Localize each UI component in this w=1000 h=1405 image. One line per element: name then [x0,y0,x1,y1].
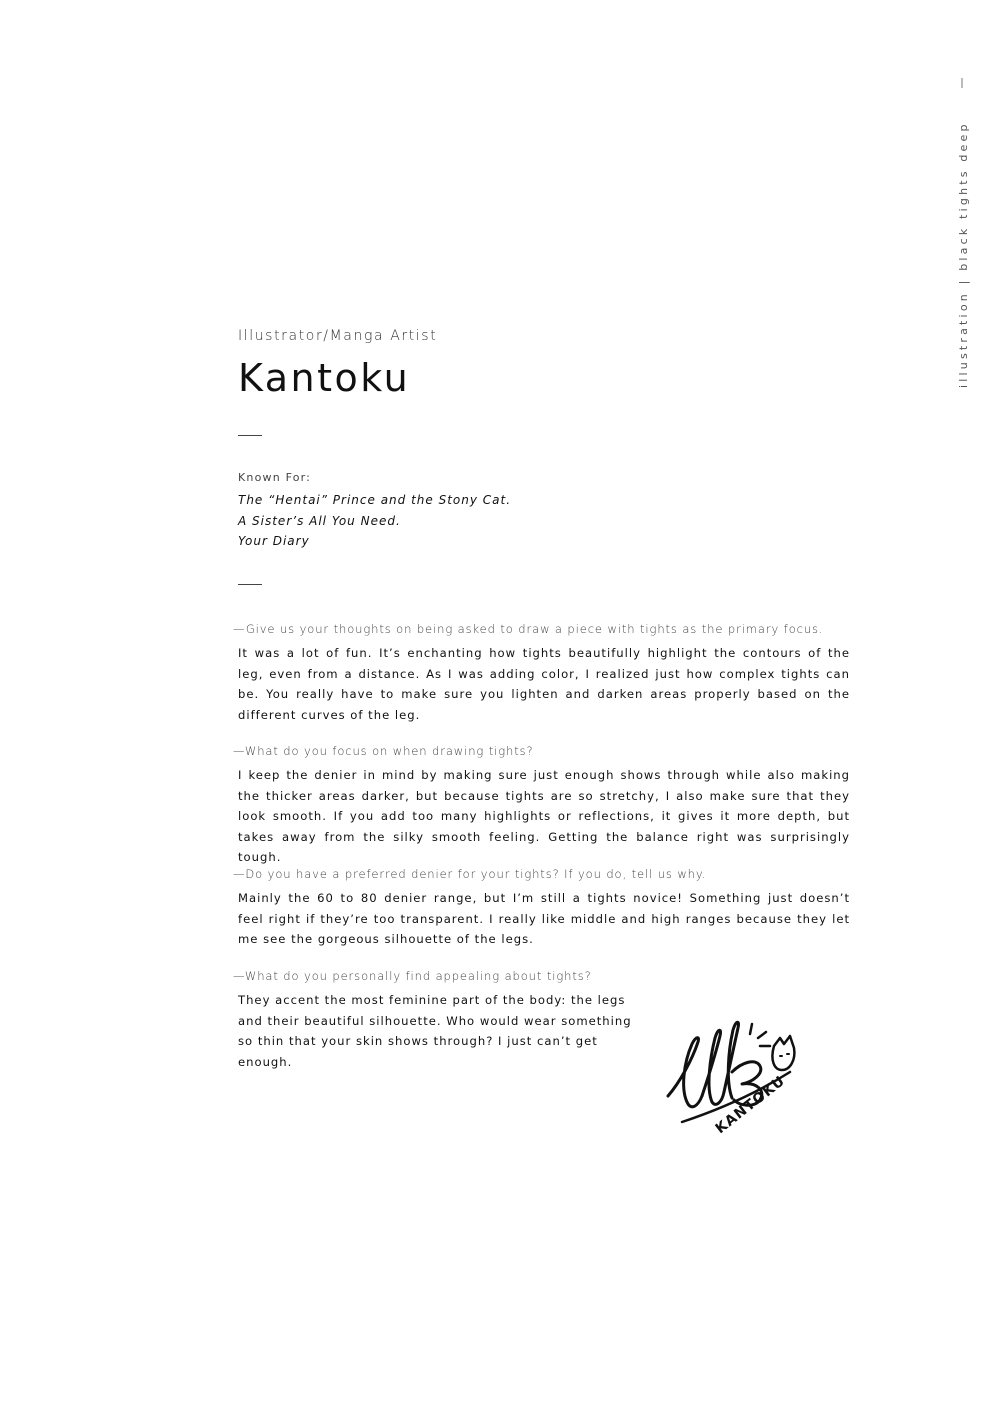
interview-qa [233,969,638,1072]
interview-question: —Give us your thoughts on being asked to draw a piece with tights as the primary focus. [233,622,824,636]
interview-answer: They accent the most feminine part of the body: the legs and their beautiful silhouette. Who would wear something so thin that your skin shows through? I just can’t get enough. [238,993,632,1069]
known-for-item: A Sister’s All You Need. [238,513,401,528]
interview-question: —What do you focus on when drawing tights? [233,744,534,758]
known-for-list [238,490,858,552]
signature-text: KANTOKU [712,1072,789,1138]
known-for-item: Your Diary [238,534,310,548]
divider [238,435,262,436]
interview-qa [233,744,850,868]
interview-question: —Do you have a preferred denier for your tights? If you do, tell us why. [233,867,707,881]
interview-answer: It was a lot of fun. It’s enchanting how tights beautifully highlight the contours of the leg, even from a distance. As I was adding color, I realized just how complex tights can be. You really have to make sure you lighten and darken areas properly based on the different curves of the leg. [238,646,850,722]
artist-name: Kantoku [238,356,411,400]
artist-signature [662,1012,802,1138]
article-header [238,328,858,400]
side-label-text: illustration | black tights deep [957,121,970,388]
interview-question: —What do you personally find appealing about tights? [233,969,592,983]
interview-answer: Mainly the 60 to 80 denier range, but I’m still a tights novice! Something just doesn’t feel right if they’re too transparent. I really like middle and high ranges because they let me see the gorgeous silhouette of the legs. [238,891,850,946]
interview-qa [233,867,850,950]
known-for-label: Known For: [238,471,312,484]
divider [238,584,262,585]
vertical-side-label [950,78,976,390]
artist-role: Illustrator/Manga Artist [238,328,438,344]
known-for-section [238,471,858,552]
interview-answer: I keep the denier in mind by making sure just enough shows through while also making the thicker areas darker, but because tights are so stretchy, I also make sure that they look smooth. If you add too many highlights or reflections, it gives it more depth, but takes away from the silky smooth feeling. Getting the balance right was surprisingly tough. [238,768,850,864]
interview-qa [233,622,850,725]
known-for-item: The “Hentai” Prince and the Stony Cat. [238,493,512,507]
